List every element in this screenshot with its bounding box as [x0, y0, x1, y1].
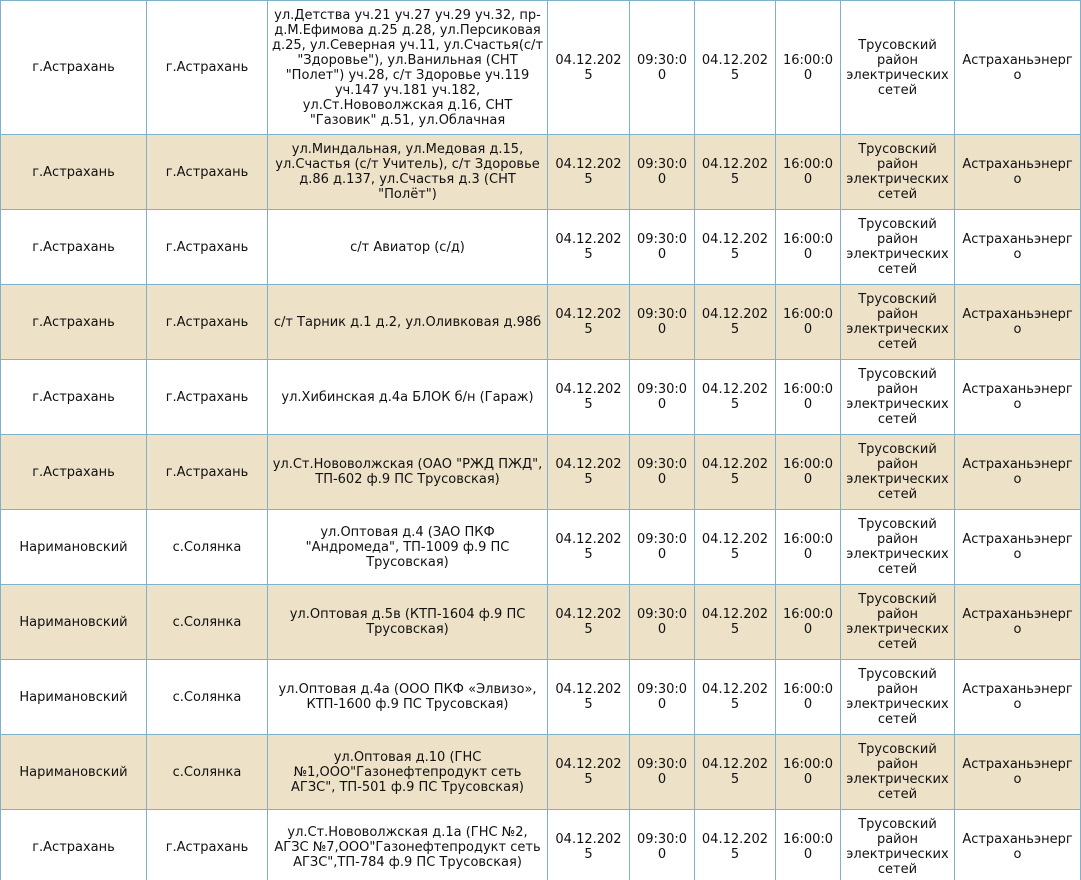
company-cell: Астраханьэнерго — [955, 810, 1081, 880]
address-cell: ул.Оптовая д.4 (ЗАО ПКФ "Андромеда", ТП-1009 ф.9 ПС Трусовская) — [268, 510, 548, 585]
network-cell: Трусовский район электрических сетей — [841, 510, 955, 585]
outage-table-body — [1, 1, 1081, 880]
locality-cell: с.Солянка — [147, 735, 268, 810]
end-time-cell: 16:00:00 — [776, 585, 841, 660]
district-cell: г.Астрахань — [1, 360, 147, 435]
company-cell: Астраханьэнерго — [955, 1, 1081, 135]
start-date-cell: 04.12.2025 — [548, 135, 630, 210]
address-cell: ул.Оптовая д.5в (КТП-1604 ф.9 ПС Трусовская) — [268, 585, 548, 660]
address-cell: ул.Миндальная, ул.Медовая д.15, ул.Счастья (с/т Учитель), с/т Здоровье д.86 д.137, ул.Счастья д.3 (СНТ "Полёт") — [268, 135, 548, 210]
network-cell: Трусовский район электрических сетей — [841, 435, 955, 510]
network-cell: Трусовский район электрических сетей — [841, 810, 955, 880]
locality-cell: г.Астрахань — [147, 435, 268, 510]
table-row — [1, 285, 1081, 360]
address-cell: с/т Авиатор (с/д) — [268, 210, 548, 285]
network-cell: Трусовский район электрических сетей — [841, 1, 955, 135]
network-cell: Трусовский район электрических сетей — [841, 135, 955, 210]
district-cell: г.Астрахань — [1, 1, 147, 135]
network-cell: Трусовский район электрических сетей — [841, 360, 955, 435]
start-time-cell: 09:30:00 — [630, 285, 695, 360]
end-date-cell: 04.12.2025 — [695, 1, 776, 135]
table-row — [1, 510, 1081, 585]
network-cell: Трусовский район электрических сетей — [841, 585, 955, 660]
start-date-cell: 04.12.2025 — [548, 1, 630, 135]
end-time-cell: 16:00:00 — [776, 510, 841, 585]
end-time-cell: 16:00:00 — [776, 810, 841, 880]
locality-cell: с.Солянка — [147, 660, 268, 735]
end-date-cell: 04.12.2025 — [695, 660, 776, 735]
start-date-cell: 04.12.2025 — [548, 435, 630, 510]
table-row — [1, 810, 1081, 880]
end-date-cell: 04.12.2025 — [695, 435, 776, 510]
address-cell: ул.Оптовая д.10 (ГНС №1,ООО"Газонефтепродукт сеть АГЗС", ТП-501 ф.9 ПС Трусовская) — [268, 735, 548, 810]
start-date-cell: 04.12.2025 — [548, 360, 630, 435]
start-time-cell: 09:30:00 — [630, 810, 695, 880]
start-date-cell: 04.12.2025 — [548, 285, 630, 360]
end-date-cell: 04.12.2025 — [695, 135, 776, 210]
company-cell: Астраханьэнерго — [955, 360, 1081, 435]
end-date-cell: 04.12.2025 — [695, 810, 776, 880]
start-time-cell: 09:30:00 — [630, 660, 695, 735]
start-time-cell: 09:30:00 — [630, 135, 695, 210]
end-date-cell: 04.12.2025 — [695, 210, 776, 285]
table-row — [1, 1, 1081, 135]
district-cell: Наримановский — [1, 660, 147, 735]
district-cell: г.Астрахань — [1, 810, 147, 880]
start-time-cell: 09:30:00 — [630, 210, 695, 285]
end-date-cell: 04.12.2025 — [695, 510, 776, 585]
table-row — [1, 360, 1081, 435]
company-cell: Астраханьэнерго — [955, 660, 1081, 735]
table-row — [1, 585, 1081, 660]
end-time-cell: 16:00:00 — [776, 1, 841, 135]
locality-cell: г.Астрахань — [147, 810, 268, 880]
address-cell: ул.Детства уч.21 уч.27 уч.29 уч.32, пр-д.М.Ефимова д.25 д.28, ул.Персиковая д.25, ул.Северная уч.11, ул.Счастья(с/т "Здоровье"), ул.Ванильная (СНТ "Полет") уч.28, с/т Здоровье уч.119 уч.147 уч.181 уч.182, ул.Ст.Нововолжская д.16, СНТ "Газовик" д.51, ул.Облачная — [268, 1, 548, 135]
start-time-cell: 09:30:00 — [630, 585, 695, 660]
company-cell: Астраханьэнерго — [955, 585, 1081, 660]
table-row — [1, 660, 1081, 735]
start-time-cell: 09:30:00 — [630, 1, 695, 135]
end-date-cell: 04.12.2025 — [695, 360, 776, 435]
start-time-cell: 09:30:00 — [630, 510, 695, 585]
district-cell: Наримановский — [1, 510, 147, 585]
locality-cell: г.Астрахань — [147, 285, 268, 360]
start-time-cell: 09:30:00 — [630, 735, 695, 810]
start-time-cell: 09:30:00 — [630, 435, 695, 510]
address-cell: ул.Ст.Нововолжская (ОАО "РЖД ПЖД", ТП-602 ф.9 ПС Трусовская) — [268, 435, 548, 510]
locality-cell: г.Астрахань — [147, 360, 268, 435]
end-time-cell: 16:00:00 — [776, 285, 841, 360]
end-time-cell: 16:00:00 — [776, 735, 841, 810]
network-cell: Трусовский район электрических сетей — [841, 735, 955, 810]
address-cell: с/т Тарник д.1 д.2, ул.Оливковая д.98б — [268, 285, 548, 360]
start-date-cell: 04.12.2025 — [548, 510, 630, 585]
start-date-cell: 04.12.2025 — [548, 585, 630, 660]
network-cell: Трусовский район электрических сетей — [841, 210, 955, 285]
end-time-cell: 16:00:00 — [776, 435, 841, 510]
network-cell: Трусовский район электрических сетей — [841, 285, 955, 360]
address-cell: ул.Оптовая д.4а (ООО ПКФ «Элвизо», КТП-1600 ф.9 ПС Трусовская) — [268, 660, 548, 735]
locality-cell: г.Астрахань — [147, 135, 268, 210]
end-date-cell: 04.12.2025 — [695, 735, 776, 810]
district-cell: Наримановский — [1, 585, 147, 660]
district-cell: г.Астрахань — [1, 135, 147, 210]
table-row — [1, 435, 1081, 510]
district-cell: г.Астрахань — [1, 435, 147, 510]
district-cell: Наримановский — [1, 735, 147, 810]
locality-cell: г.Астрахань — [147, 210, 268, 285]
company-cell: Астраханьэнерго — [955, 210, 1081, 285]
district-cell: г.Астрахань — [1, 210, 147, 285]
company-cell: Астраханьэнерго — [955, 735, 1081, 810]
start-date-cell: 04.12.2025 — [548, 810, 630, 880]
locality-cell: г.Астрахань — [147, 1, 268, 135]
table-row — [1, 210, 1081, 285]
start-date-cell: 04.12.2025 — [548, 210, 630, 285]
company-cell: Астраханьэнерго — [955, 510, 1081, 585]
address-cell: ул.Хибинская д.4а БЛОК б/н (Гараж) — [268, 360, 548, 435]
locality-cell: с.Солянка — [147, 585, 268, 660]
company-cell: Астраханьэнерго — [955, 435, 1081, 510]
company-cell: Астраханьэнерго — [955, 135, 1081, 210]
end-time-cell: 16:00:00 — [776, 360, 841, 435]
end-time-cell: 16:00:00 — [776, 660, 841, 735]
address-cell: ул.Ст.Нововолжская д.1а (ГНС №2, АГЗС №7,ООО"Газонефтепродукт сеть АГЗС",ТП-784 ф.9 ПС Трусовская) — [268, 810, 548, 880]
start-date-cell: 04.12.2025 — [548, 735, 630, 810]
table-row — [1, 135, 1081, 210]
end-time-cell: 16:00:00 — [776, 135, 841, 210]
end-time-cell: 16:00:00 — [776, 210, 841, 285]
district-cell: г.Астрахань — [1, 285, 147, 360]
locality-cell: с.Солянка — [147, 510, 268, 585]
end-date-cell: 04.12.2025 — [695, 285, 776, 360]
company-cell: Астраханьэнерго — [955, 285, 1081, 360]
table-row — [1, 735, 1081, 810]
network-cell: Трусовский район электрических сетей — [841, 660, 955, 735]
end-date-cell: 04.12.2025 — [695, 585, 776, 660]
start-time-cell: 09:30:00 — [630, 360, 695, 435]
start-date-cell: 04.12.2025 — [548, 660, 630, 735]
